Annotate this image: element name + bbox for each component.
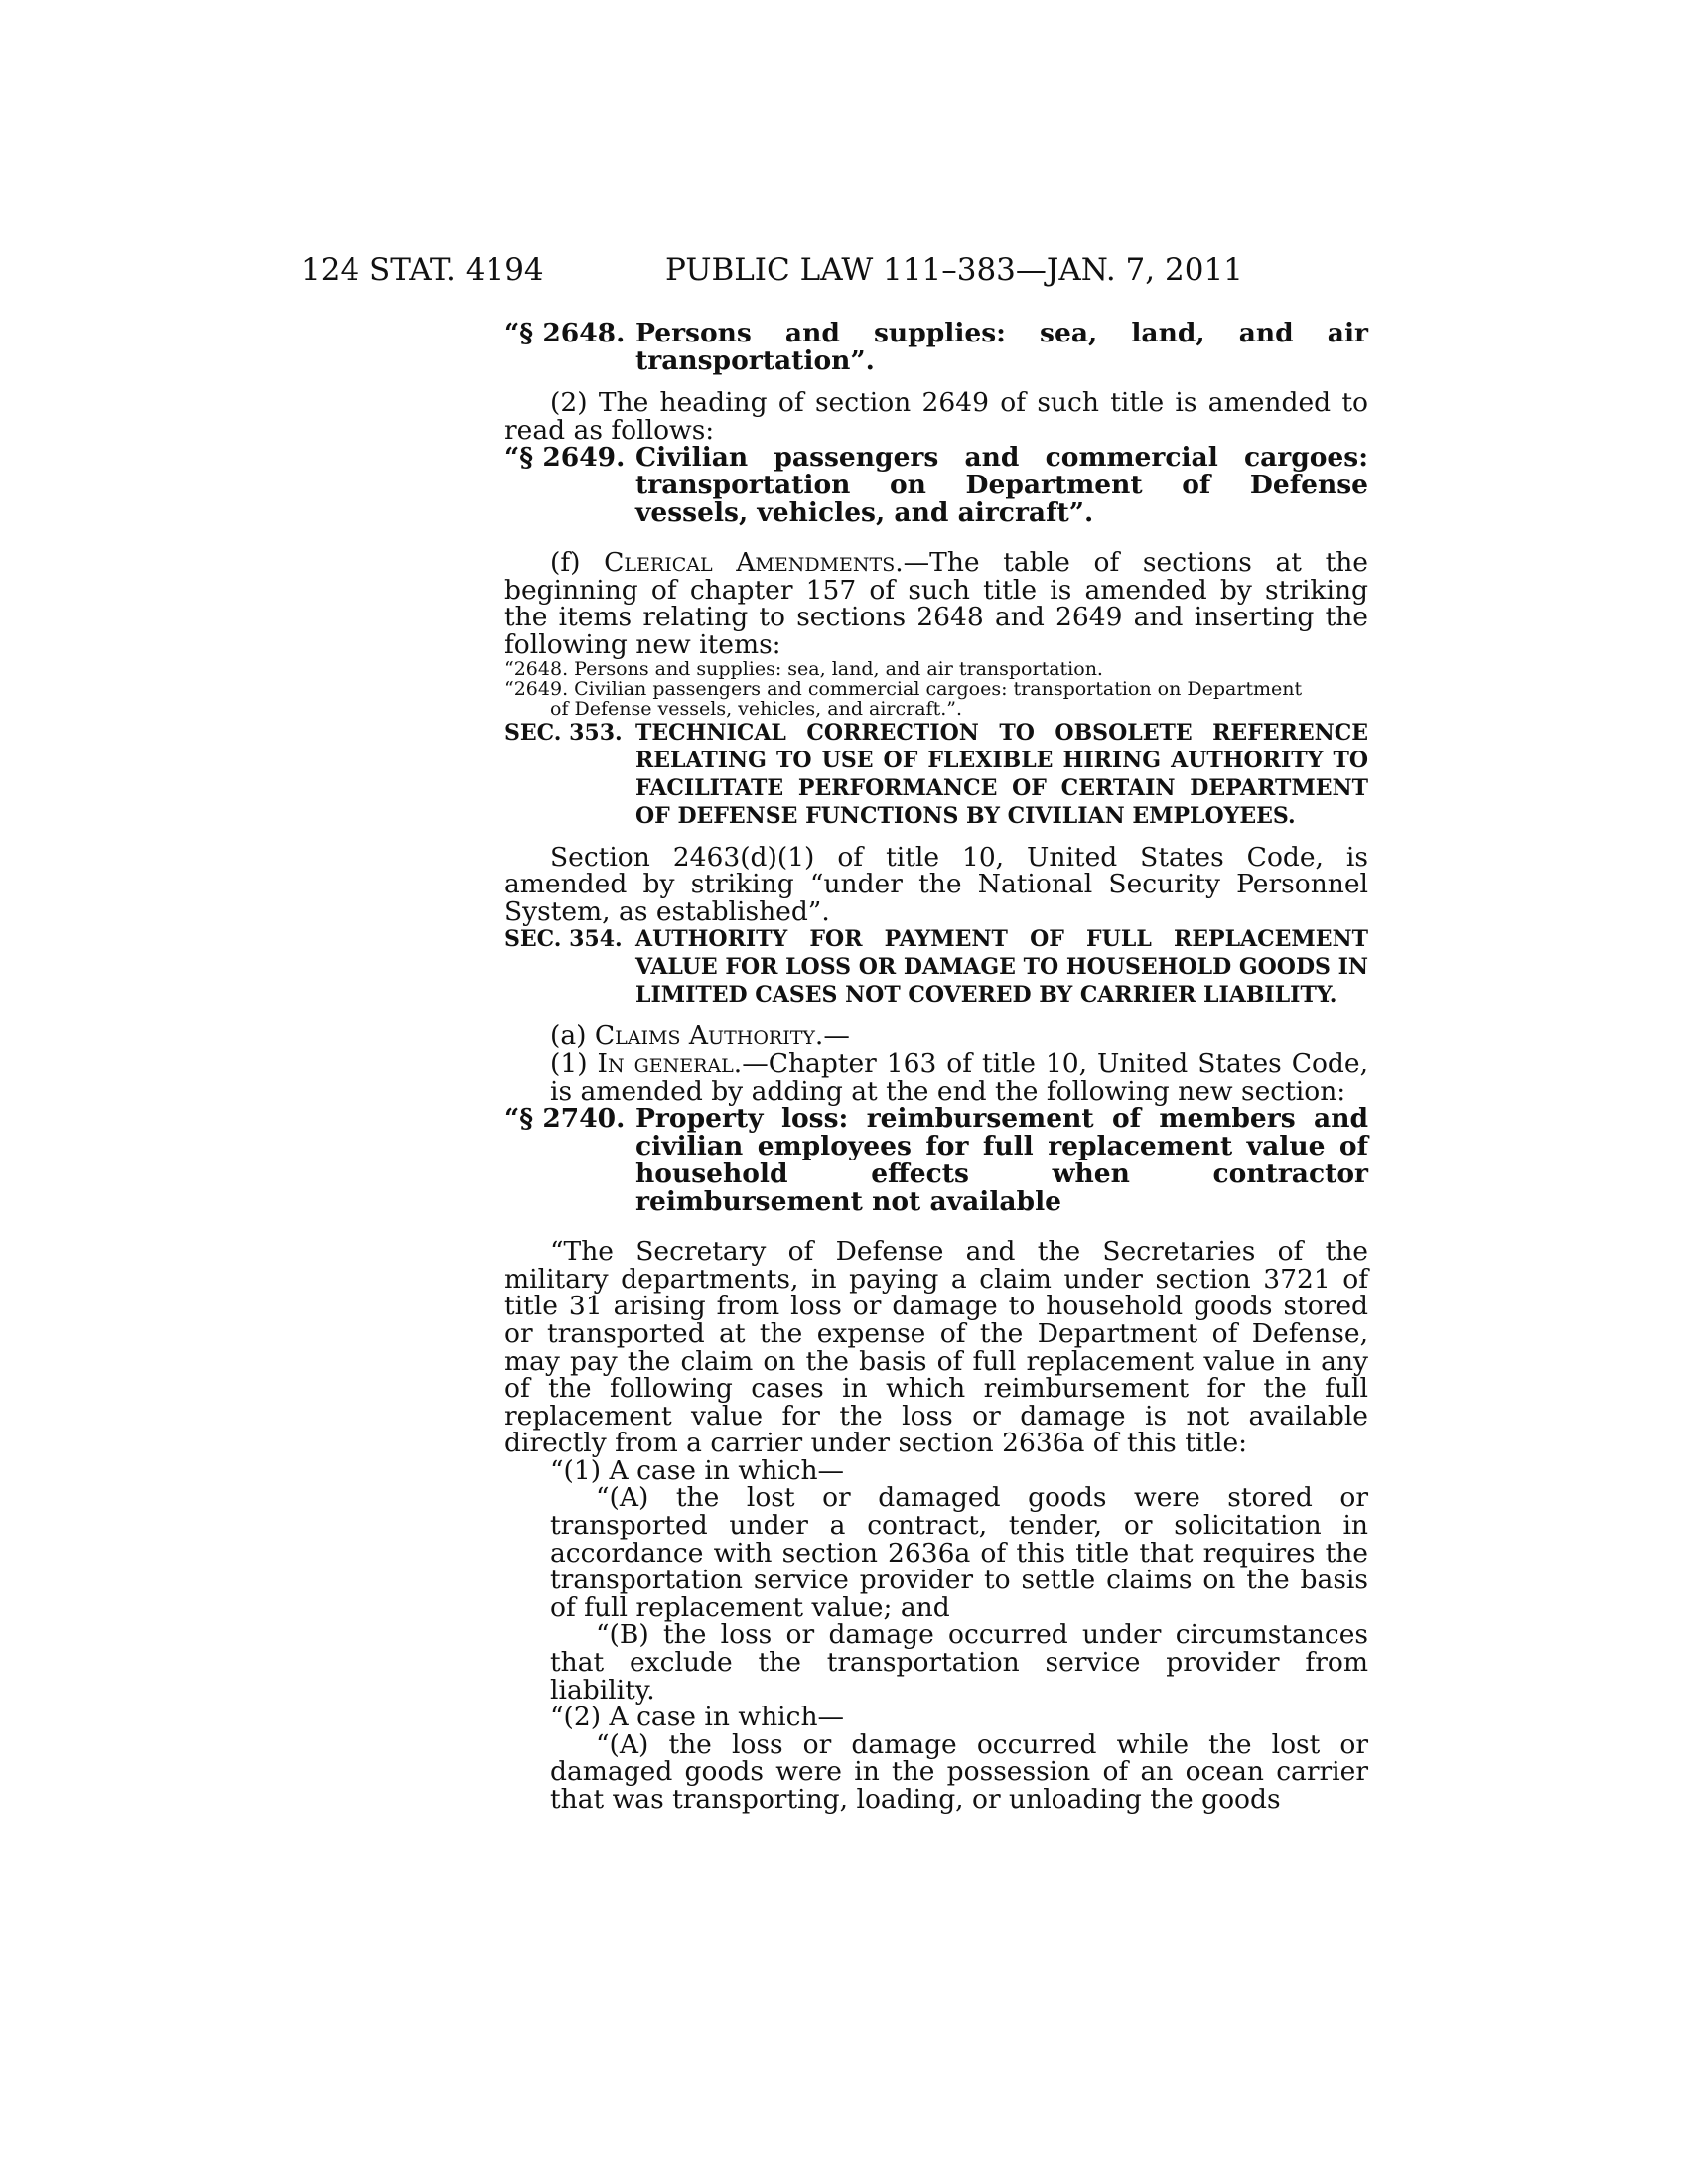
section-number: SEC. 353.: [504, 719, 623, 746]
paragraph-label: (f): [550, 547, 605, 579]
toc-item-continuation: of Defense vessels, vehicles, and aircraft.”.: [550, 697, 963, 720]
stat-page-number: 124 STAT. 4194: [301, 252, 544, 288]
section-2648-heading: [504, 320, 1368, 375]
section-number: SEC. 354.: [504, 926, 623, 953]
running-header: PUBLIC LAW 111–383—JAN. 7, 2011: [665, 252, 1243, 288]
paragraph-text: .—Chapter 163 of title 10, United States Code, is amended by adding at the end the following new section:: [550, 1047, 1368, 1107]
section-title: AUTHORITY FOR PAYMENT OF FULL REPLACEMENT VALUE FOR LOSS OR DAMAGE TO HOUSEHOLD GOODS IN LIMITED CASES NOT COVERED BY CARRIER LIABILITY.: [635, 926, 1368, 1009]
case-1-B: “(B) the loss or damage occurred under circumstances that exclude the transportation service provider from liability.: [550, 1619, 1368, 1706]
section-number: “§ 2648.: [504, 318, 626, 348]
subsection-a: [504, 1023, 1368, 1050]
toc-item: “2649. Civilian passengers and commercial cargoes: transportation on Department: [504, 677, 1303, 700]
section-title: Property loss: reimbursement of members and civilian employees for full replacement value of household effects when contractor reimbursement not available: [635, 1103, 1368, 1218]
section-2740-heading: [504, 1105, 1368, 1216]
section-number: “§ 2740.: [504, 1103, 626, 1135]
subsection-label: (a): [550, 1021, 595, 1052]
paragraph-caption: In general: [597, 1047, 734, 1079]
paragraph-label: (1): [550, 1047, 598, 1079]
paragraph-a1: [504, 1047, 1368, 1107]
body-text: [504, 320, 1368, 1814]
section-2649-heading: [504, 444, 1368, 527]
case-1: “(1) A case in which—: [550, 1454, 845, 1486]
case-2: “(2) A case in which—: [550, 1702, 845, 1733]
section-number: “§ 2649.: [504, 442, 626, 474]
section-title: Persons and supplies: sea, land, and air transportation”.: [635, 318, 1368, 376]
paragraph-f: [504, 549, 1368, 658]
table-of-sections: [504, 659, 1368, 719]
section-title: TECHNICAL CORRECTION TO OBSOLETE REFERENCE RELATING TO USE OF FLEXIBLE HIRING AUTHORITY TO FACILITATE PERFORMANCE OF CERTAIN DEPARTMENT OF DEFENSE FUNCTIONS BY CIVILIAN EMPLOYEES.: [635, 719, 1368, 829]
section-title: Civilian passengers and commercial cargoes: transportation on Department of Defense vessels, vehicles, and aircraft”.: [635, 442, 1368, 529]
section-2740-intro: “The Secretary of Defense and the Secretaries of the military departments, in paying a claim under section 3721 of title 31 arising from loss or damage to household goods stored or transported at the expense of the Department of Defense, may pay the claim on the basis of full replacement value in any of the following cases in which reimbursement for the full replacement value for the loss or damage is not available directly from a carrier under section 2636a of this title:: [504, 1236, 1368, 1459]
subsection-caption: Claims Authority: [594, 1021, 815, 1052]
section-353-heading: [504, 719, 1368, 830]
subsection-dash: .—: [814, 1021, 850, 1052]
section-353-text: Section 2463(d)(1) of title 10, United States Code, is amended by striking “under the National Security Personnel System, as established”.: [504, 841, 1368, 927]
case-1-A: “(A) the lost or damaged goods were stored or transported under a contract, tender, or solicitation in accordance with section 2636a of this title that requires the transportation service provider to settle claims on the basis of full replacement value; and: [550, 1482, 1368, 1623]
case-2-A: “(A) the loss or damage occurred while the lost or damaged goods were in the possession of an ocean carrier that was transporting, loading, or unloading the goods: [550, 1728, 1368, 1815]
paragraph-2: (2) The heading of section 2649 of such title is amended to read as follows:: [504, 387, 1368, 446]
paragraph-text: .—The table of sections at the beginning of chapter 157 of such title is amended by striking the items relating to sections 2648 and 2649 and inserting the following new items:: [504, 547, 1368, 660]
section-354-heading: [504, 925, 1368, 1009]
paragraph-caption: Clerical Amendments: [604, 547, 896, 579]
toc-item: “2648. Persons and supplies: sea, land, and air transportation.: [504, 657, 1103, 680]
